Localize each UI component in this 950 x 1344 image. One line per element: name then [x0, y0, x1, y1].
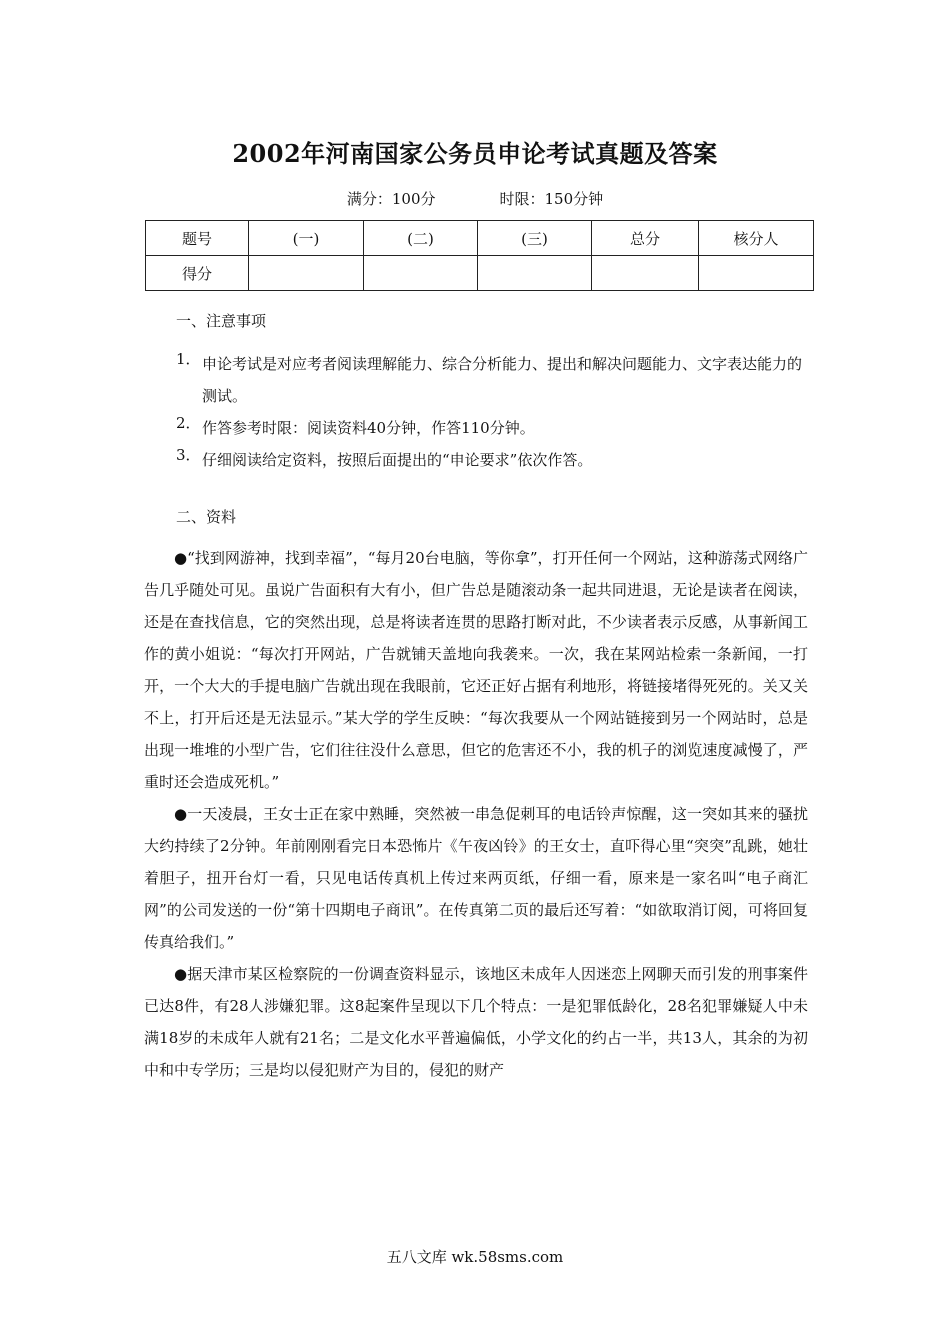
list-item-text: 申论考试是对应考者阅读理解能力、综合分析能力、提出和解决问题能力、文字表达能力的测试。 — [202, 355, 803, 405]
material-paragraph: ●“找到网游神，找到幸福”，“每月20台电脑，等你拿”，打开任何一个网站，这种游荡式网络广告几乎随处可见。虽说广告面积有大有小，但广告总是随滚动条一起共同进退，无论是读者在阅读，还是在查找信息，它的突然出现，总是将读者连贯的思路打断对此，不少读者表示反感，从事新闻工作的黄小姐说：“每次打开网站，广告就铺天盖地向我袭来。一次，我在某网站检索一条新闻，一打开，一个大大的手提电脑广告就出现在我眼前，它还正好占据有利地形，将链接堵得死死的。关又关不上，打开后还是无法显示。”某大学的学生反映：“每次我要从一个网站链接到另一个网站时，总是出现一堆堆的小型广告，它们往往没什么意思，但它的危害还不小，我的机子的浏览速度减慢了，严重时还会造成死机。” — [144, 549, 808, 791]
score-row-label: 得分 — [146, 256, 249, 291]
section-heading-materials: 二、资料 — [176, 508, 237, 526]
materials-body — [144, 542, 808, 1086]
list-item — [176, 444, 816, 476]
score-cell — [699, 256, 814, 291]
list-item — [176, 348, 816, 412]
score-table-header: (一) — [249, 221, 364, 256]
score-cell — [592, 256, 699, 291]
score-table — [145, 220, 814, 291]
page-title: 2002年河南国家公务员申论考试真题及答案 — [232, 139, 718, 168]
list-item — [176, 412, 816, 444]
list-item-number: 3． — [176, 446, 201, 464]
list-item-number: 2． — [176, 414, 201, 432]
score-table-header: 题号 — [146, 221, 249, 256]
list-item-text: 作答参考时限：阅读资料40分钟，作答110分钟。 — [202, 419, 535, 437]
score-cell — [364, 256, 478, 291]
score-cell — [249, 256, 364, 291]
list-item-text: 仔细阅读给定资料，按照后面提出的“申论要求”依次作答。 — [202, 451, 593, 469]
score-table-header: 总分 — [592, 221, 699, 256]
footer-watermark: 五八文库 wk.58sms.com — [386, 1248, 564, 1266]
score-table-score-row — [146, 256, 814, 291]
score-table-header-row — [146, 221, 814, 256]
score-table-header: (二) — [364, 221, 478, 256]
score-table-header: 核分人 — [699, 221, 814, 256]
list-item-number: 1． — [176, 350, 201, 368]
score-table-header: (三) — [478, 221, 592, 256]
material-paragraph: ●据天津市某区检察院的一份调查资料显示，该地区未成年人因迷恋上网聊天而引发的刑事案件已达8件，有28人涉嫌犯罪。这8起案件呈现以下几个特点：一是犯罪低龄化，28名犯罪嫌疑人中未满18岁的未成年人就有21名；二是文化水平普遍偏低，小学文化的约占一半，共13人，其余的为初中和中专学历；三是均以侵犯财产为目的，侵犯的财产 — [144, 965, 808, 1079]
notes-list — [176, 348, 816, 476]
exam-meta — [0, 188, 950, 209]
score-cell — [478, 256, 592, 291]
material-paragraph: ●一天凌晨，王女士正在家中熟睡，突然被一串急促刺耳的电话铃声惊醒，这一突如其来的骚扰大约持续了2分钟。年前刚刚看完日本恐怖片《午夜凶铃》的王女士，直吓得心里“突突”乱跳，她壮着胆子，扭开台灯一看，只见电话传真机上传过来两页纸，仔细一看，原来是一家名叫“电子商汇网”的公司发送的一份“第十四期电子商讯”。在传真第二页的最后还写着：“如欲取消订阅，可将回复传真给我们。” — [144, 805, 808, 951]
full-score: 满分：100分 — [346, 190, 436, 208]
time-limit: 时限：150分钟 — [499, 190, 604, 208]
section-heading-notes: 一、注意事项 — [176, 312, 267, 330]
